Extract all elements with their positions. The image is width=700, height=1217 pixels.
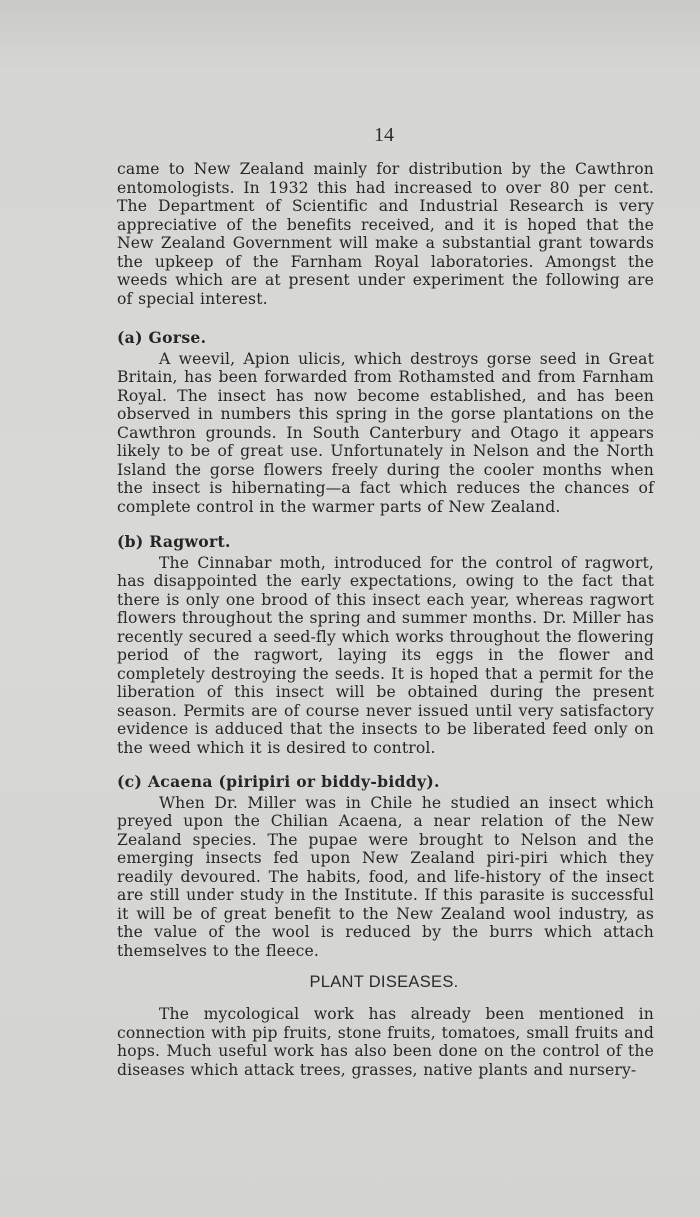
section-heading-acaena: (c) Acaena (piripiri or biddy-biddy). — [117, 772, 440, 791]
section-acaena — [117, 773, 654, 960]
section-body-ragwort: The Cinnabar moth, introduced for the control of ragwort, has disappointed the early expectations, owing to the fact that there is only one brood of this insect each year, whereas ragwort flowers throughout the spring and summer months. Dr. Miller has recently secured a seed-fly which works throughout the flowering period of the ragwort, laying its eggs in the flower and completely destroying the seeds. It is hoped that a permit for the liberation of this insect will be obtained during the present season. Permits are of course never issued until very satisfactory evidence is adduced that the insects to be liberated feed only on the weed which it is desired to control. — [117, 553, 654, 757]
page-number: 14 — [374, 124, 394, 146]
section-ragwort — [117, 533, 654, 757]
section-heading-ragwort: (b) Ragwort. — [117, 532, 231, 551]
plant-diseases-title: PLANT DISEASES. — [309, 973, 459, 991]
section-gorse — [117, 329, 654, 516]
plant-diseases-body: The mycological work has already been mentioned in connection with pip fruits, stone fruits, tomatoes, small fruits and hops. Much useful work has also been done on the control of the diseases which attack trees, grasses, native plants and nursery- — [117, 1005, 654, 1079]
section-body-acaena: When Dr. Miller was in Chile he studied an insect which preyed upon the Chilian Acaena, a near relation of the New Zealand species. The pupae were brought to Nelson and the emerging insects fed upon New Zealand piri-piri which they readily devoured. The habits, food, and life-history of the insect are still under study in the Institute. If this parasite is successful it will be of great benefit to the New Zealand wool industry, as the value of the wool is reduced by the burrs which attach themselves to the fleece. — [117, 793, 654, 960]
section-body-gorse: A weevil, Apion ulicis, which destroys gorse seed in Great Britain, has been forwarded from Rothamsted and from Farnham Royal. The insect has now become established, and has been observed in numbers this spring in the gorse plantations on the Cawthron grounds. In South Canterbury and Otago it appears likely to be of great use. Unfortunately in Nelson and the North Island the gorse flowers freely during the cooler months when the insect is hibernating—a fact which reduces the chances of complete control in the warmer parts of New Zealand. — [117, 349, 654, 516]
intro-paragraph: came to New Zealand mainly for distribution by the Cawthron entomologists. In 1932 this had increased to over 80 per cent. The Department of Scientific and Industrial Research is very appreciative of the benefits received, and it is hoped that the New Zealand Government will make a substantial grant towards the upkeep of the Farnham Royal laboratories. Amongst the weeds which are at present under experiment the following are of special interest. — [117, 160, 654, 308]
section-heading-gorse: (a) Gorse. — [117, 328, 207, 347]
